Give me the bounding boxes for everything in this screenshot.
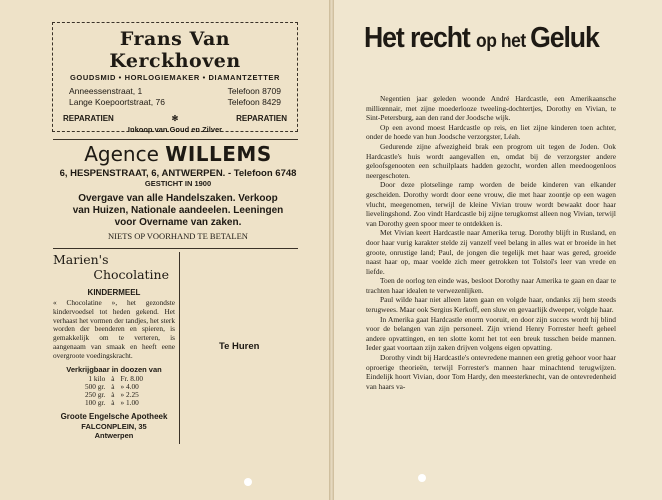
story-paragraph: Paul wilde haar niet alleen laten gaan en volgde haar, ondanks zij hem steeds terugwees. Maar ook Sergius Kerkoff, een sluw en gevaarlijk dweeper, volgde haar.	[366, 295, 616, 315]
price-row: 100 gr. à » 1.00	[84, 398, 139, 408]
story-paragraph: Negentien jaar geleden woonde André Hardcastle, een Amerikaansche milliœnnair, met zijne moederlooze tweeling-dochtertjes, Dorothy en Vivian, te Sint-Petersburg, aan den rand der Joodsche wijk.	[366, 94, 616, 123]
divider	[53, 139, 298, 140]
story-paragraph: Op een avond moest Hardcastle op reis, en liet zijne kinderen toen achter, onder de hoede van hun Joodsche verzorgster, Léah.	[366, 122, 616, 142]
story-paragraph: Door deze plotselinge ramp worden de beide kinderen van elkander gescheiden. Dorothy wordt door eene vrouw, die met haar zoontje op een wagen vlucht, meegenomen, terwijl de kleine Vivian trouw wordt bewaakt door haar lievelingshond. Zoo vindt Hardcastle bij zijne terugkomst alleen nog Vivian, terwijl van Dorothy geen spoor meer te ontdekken is.	[366, 180, 616, 228]
chocolatine-description: « Chocolatine », het gezondste kindervoedsel tot heden gekend. Het verhaast het vormen der tandjes, het sterk worden der beenderen en spieren, is gemakkelijk om te verteren, is aangenaam van smaak en heeft eene overgroote voedingskracht.	[53, 298, 175, 360]
agency-established: GESTICHT IN 1900	[144, 179, 212, 188]
pharmacy-address: FALCONPLEIN, 35	[81, 421, 147, 431]
story-paragraph: Toen de oorlog ten einde was, besloot Dorothy naar Amerika te gaan en daar te trachten haar idealen te verwezenlijken.	[366, 276, 616, 295]
agency-services: Overgave van alle Handelszaken. Verkoop van Huizen, Nationale aandeelen. Leeningen voor Overname van zaken.	[72, 193, 284, 228]
jeweler-buying: Inkoop van Goud en Zilver	[127, 125, 223, 134]
chocolatine-brand: Marien's Chocolatine	[53, 252, 169, 282]
story-paragraph: Dorothy vindt bij Hardcastle's ontevredene mannen een gretig gehoor voor haar oproerige theorieën, terwijl Forrester's mannen haar minachtend terugwijzen. Eindelijk hoort Vivian, door Tom Hardy, den meesterknecht, van de ontevredenheid van haars va-	[366, 353, 616, 391]
price-row: 1 kilo à Fr. 8.00	[88, 373, 144, 383]
jeweler-name: Frans Van Kerckhoven	[109, 28, 241, 72]
story-paragraph: In Amerika gaat Hardcastle enorm vooruit, en door zijn succes wordt hij blind voor de belangen van zijn personeel. Zijn vriend Henry Forrester heeft geheel andere opvattingen, en ten slotte komt het tot een breuk tusschen beide mannen. Ieder gaat voortaan zijn zaken drijven volgens eigen opvatting.	[366, 314, 616, 353]
agency-address: 6, HESPENSTRAAT, 6, ANTWERPEN. - Telefoon 6748	[59, 168, 297, 179]
pharmacy-name: Groote Engelsche Apotheek	[60, 411, 168, 421]
pharmacy-city: Antwerpen	[94, 430, 134, 440]
agency-advert	[48, 142, 308, 241]
jeweler-repairs: REPARATIEN ✻ REPARATIEN	[63, 114, 287, 123]
jeweler-address-line-1: Anneessenstraat, 1 Telefoon 8709	[69, 86, 281, 96]
chocolatine-advert	[53, 252, 180, 444]
price-table-title: Verkrijgbaar in doozen van	[66, 364, 162, 374]
page-fold	[329, 0, 334, 500]
story-paragraph: Met Vivian keert Hardcastle naar Amerika terug. Dorothy blijft in Rusland, en door haar vurig karakter stelde zij vanzelf veel belang in alles wat er broeide in het groote, onrustige land; Paul, de jongen die tegelijk met haar was gered, groeide naast haar op, maar voelde zich meer getrokken tot Tolstoï's leer van vrede en liefde.	[366, 228, 616, 276]
star-ornament-icon: ✻	[171, 114, 179, 123]
jeweler-advert	[52, 22, 298, 132]
jeweler-trade: GOUDSMID • HORLOGIEMAKER • DIAMANTZETTER	[69, 73, 281, 82]
story-paragraph: Gedurende zijne afwezigheid brak een progrom uit tegen de Joden. Ook Hardcastle's huis wordt aangevallen en, omdat bij de verzorgster andere geloofsgenooten een schuilplaats hadden gezocht, worden allen meedoogenloos neergeschoten.	[366, 141, 616, 180]
story-body	[366, 94, 616, 391]
price-table	[82, 375, 146, 408]
staple-hole	[244, 478, 252, 486]
agency-name: Agence WILLEMS	[84, 142, 272, 166]
agency-payment-note: NIETS OP VOORHAND TE BETALEN	[108, 231, 248, 241]
jeweler-address-line-2: Lange Koepoortstraat, 76 Telefoon 8429	[69, 97, 281, 107]
chocolatine-product: KINDERMEEL	[87, 288, 141, 297]
divider	[53, 248, 298, 249]
staple-hole	[418, 474, 426, 482]
price-row: 500 gr. à » 4.00	[84, 381, 139, 391]
story-title: Het recht op het Geluk	[364, 22, 599, 54]
price-row: 250 gr. à » 2.25	[84, 390, 139, 400]
to-rent-notice: Te Huren	[219, 341, 260, 352]
